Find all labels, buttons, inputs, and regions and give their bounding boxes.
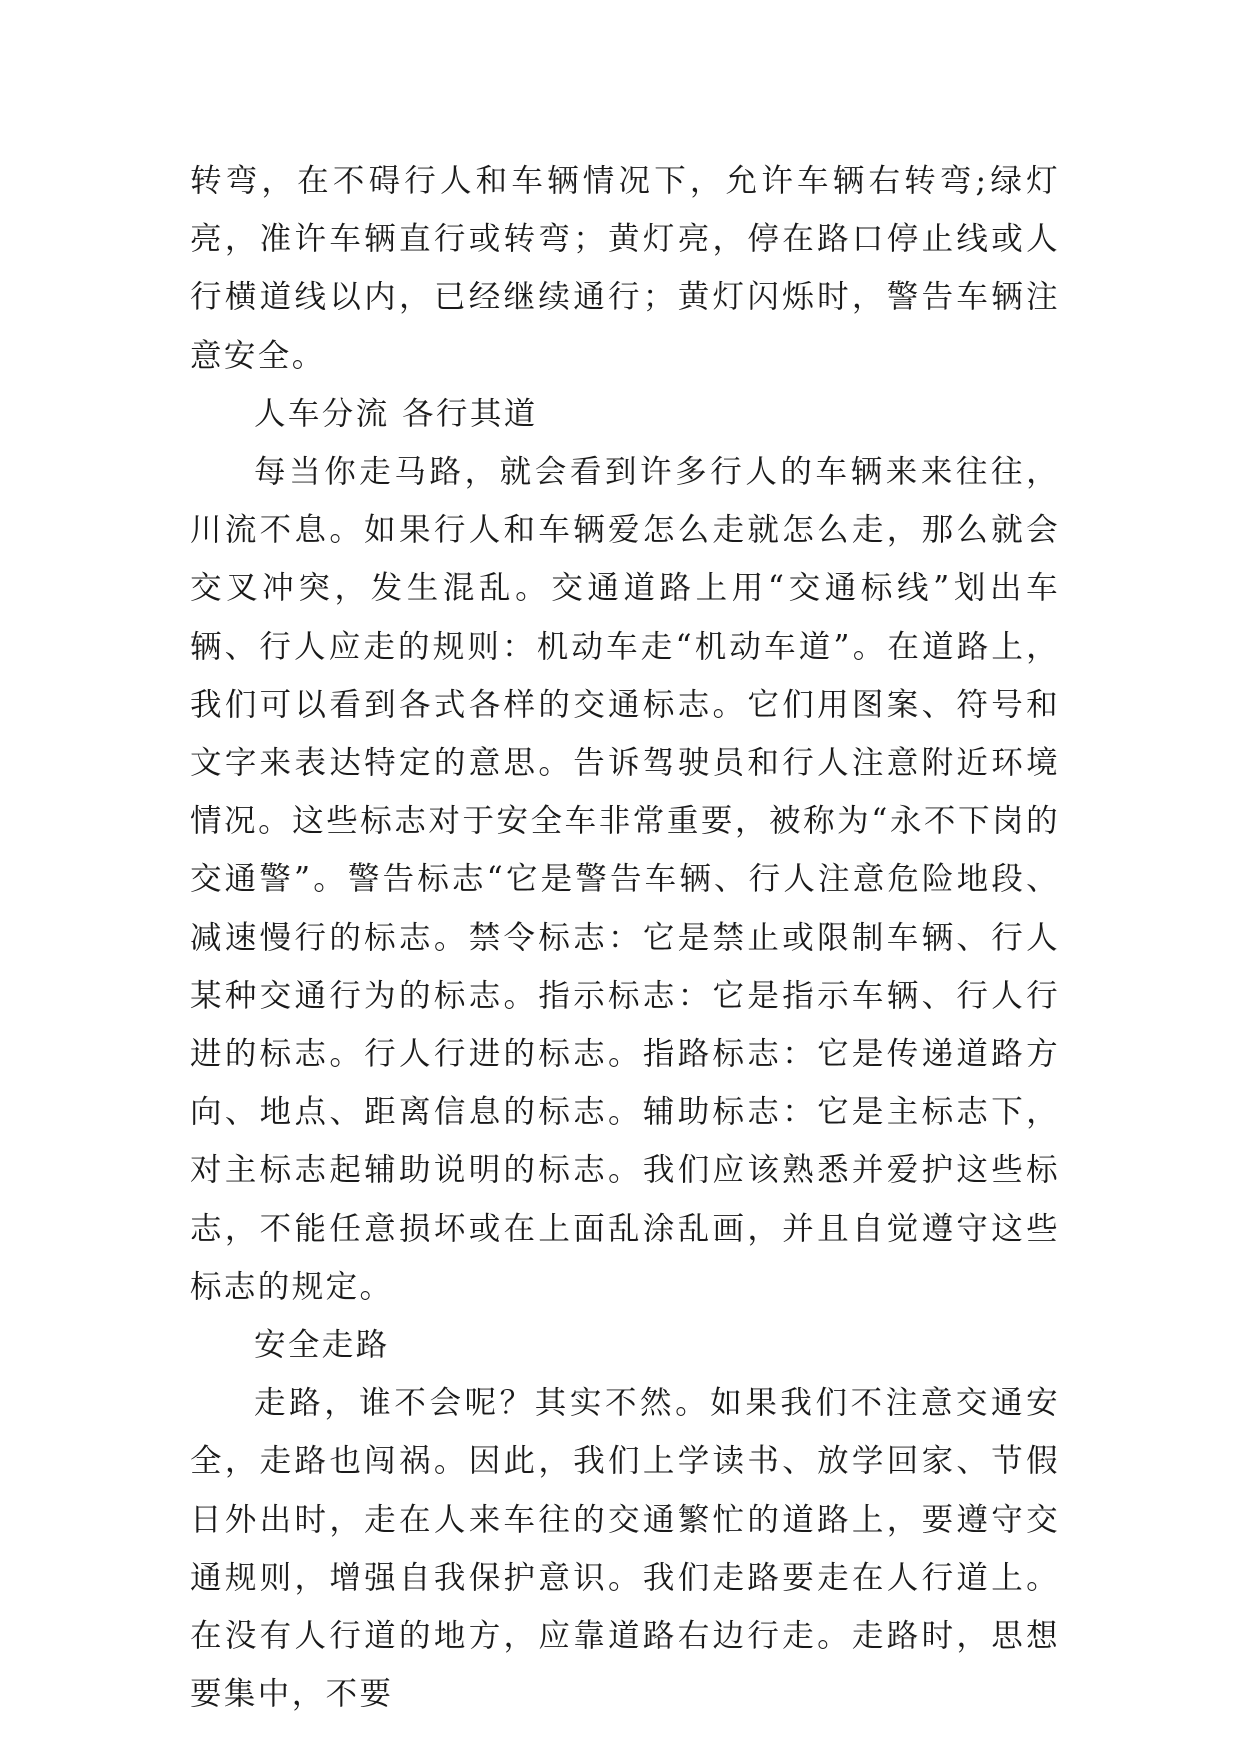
paragraph-safe-walking: 走路，谁不会呢？其实不然。如果我们不注意交通安全，走路也闯祸。因此，我们上学读书、放学回家、节假日外出时，走在人来车往的交通繁忙的道路上，要遵守交通规则，增强自我保护意识。我们走路要走在人行道上。在没有人行道的地方，应靠道路右边行走。走路时，思想要集中，不要 bbox=[190, 1385, 1060, 1713]
heading-pedestrian-vehicle-separation: 人车分流 各行其道 bbox=[254, 395, 538, 432]
paragraph-traffic-lights: 转弯，在不碍行人和车辆情况下，允许车辆右转弯;绿灯亮，准许车辆直行或转弯；黄灯亮，停在路口停止线或人行横道线以内，已经继续通行；黄灯闪烁时，警告车辆注意安全。 bbox=[190, 163, 1060, 374]
paragraph-traffic-signs: 每当你走马路，就会看到许多行人的车辆来来往往，川流不息。如果行人和车辆爱怎么走就怎么走，那么就会交叉冲突，发生混乱。交通道路上用“交通标线”划出车辆、行人应走的规则：机动车走“机动车道”。在道路上，我们可以看到各式各样的交通标志。它们用图案、符号和文字来表达特定的意思。告诉驾驶员和行人注意附近环境情况。这些标志对于安全车非常重要，被称为“永不下岗的交通警”。警告标志“它是警告车辆、行人注意危险地段、减速慢行的标志。禁令标志：它是禁止或限制车辆、行人某种交通行为的标志。指示标志：它是指示车辆、行人行进的标志。行人行进的标志。指路标志：它是传递道路方向、地点、距离信息的标志。辅助标志：它是主标志下，对主标志起辅助说明的标志。我们应该熟悉并爱护这些标志，不能任意损坏或在上面乱涂乱画，并且自觉遵守这些标志的规定。 bbox=[190, 454, 1060, 1305]
document-body bbox=[190, 152, 1060, 1723]
heading-safe-walking: 安全走路 bbox=[254, 1327, 390, 1364]
